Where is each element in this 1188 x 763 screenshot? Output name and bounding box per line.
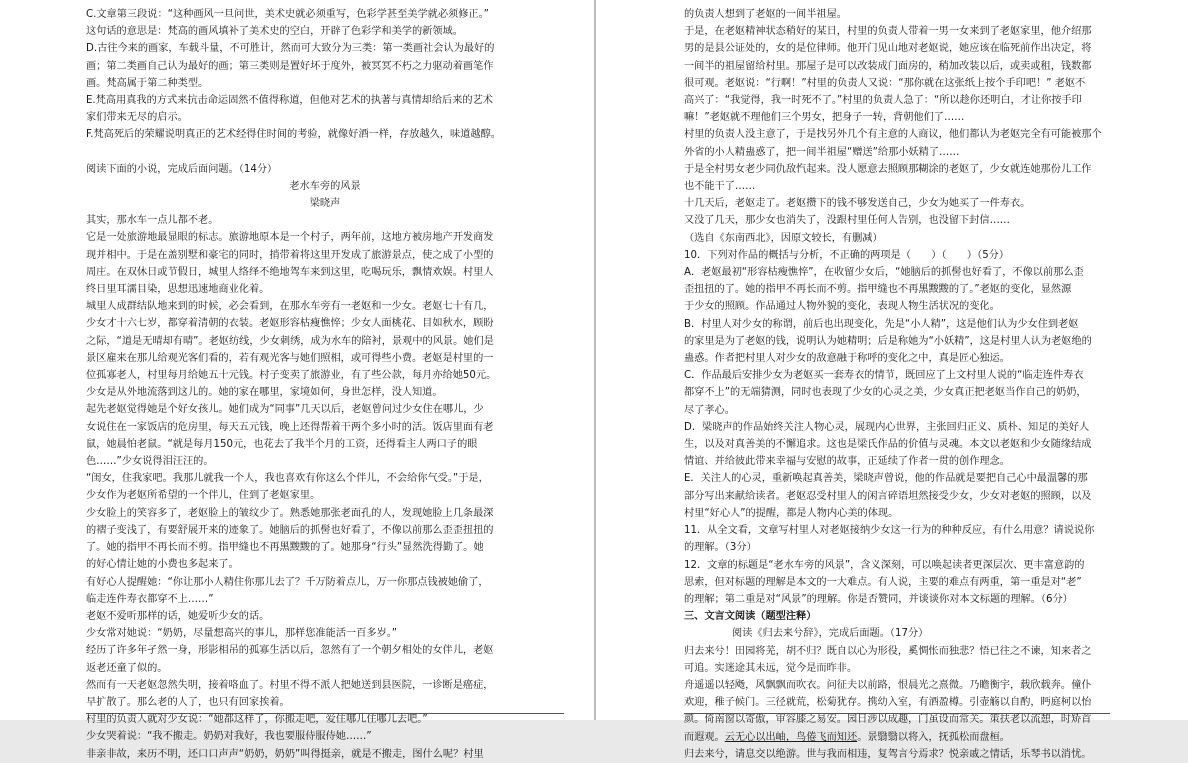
story-line: “闺女，住我家吧。我那儿就我一个人，我也喜欢有你这么个伴儿，不会给你气受。”于是， [86, 473, 489, 485]
answer-options-block [86, 6, 564, 144]
classical-underlined-line [684, 729, 1110, 746]
story-line: 少女哭着说：“我不搬走。奶奶对我好，我也要服侍服侍她……” [86, 731, 372, 743]
classical-last-line: 归去来兮，请息交以绝游。世与我而相违，复驾言兮焉求？悦亲戚之情话，乐琴书以消忧。 [684, 748, 1092, 760]
text-line: 画。梵高属于第二种类型。 [86, 77, 209, 89]
text-line: 画；第二类画自己认为最好的画；第三类则是置好坏于度外，被冥冥不朽之力驱动着画笔作 [86, 60, 494, 72]
story-line: 又没了几天，那少女也消失了，没跟村里任何人告别，也没留下封信…… [684, 215, 1010, 227]
left-page [0, 0, 594, 760]
question-line: 的理解；第二重是对“风景”的理解。你是否赞同，并谈谈你对本文标题的理解。（6分） [684, 593, 1073, 605]
story-line: 色……”少女说得泪汪汪的。 [86, 456, 214, 468]
story-line: 少女是从外地流落到这儿的。她的家在哪里，家境如何，身世怎样，没人知道。 [86, 387, 443, 399]
right-page [596, 0, 1188, 760]
underlined-sentence: 云无心以出岫，鸟倦飞而知还 [724, 731, 858, 743]
story-line: 女说住在一家饭店的危房里，每天五元钱，晚上还得帮着干两个多小时的活。饭店里面有老 [86, 421, 494, 433]
story-line: 于是全村男女老少同仇敌忾起来。没人愿意去照顾那糊涂的老妪了，少女就连她那份儿工作 [684, 163, 1092, 175]
classical-line: 颜。倚南窗以寄傲，审容膝之易安。园日涉以成趣，门虽设而常关。策扶老以流憩，时矫首 [684, 714, 1092, 726]
question-line: 12．文章的标题是“老水车旁的风景”，含义深刻，可以唤起读者更深层次、更丰富意韵的 [684, 559, 1085, 571]
story-line: 鼠，她晨怕老鼠。“就是每月150元，也花去了我半个月的工资，还得看主人两口子的眼 [86, 438, 478, 450]
story-line: 周庄。在双休日或节假日，城里人络绎不绝地驾车来到这里，吃喝玩乐，飘情欢娱。村里人 [86, 266, 494, 278]
story-line: 村里的负责人就对少女说：“她都这样了，你搬走吧，爱住哪儿住哪儿去吧。” [86, 714, 428, 726]
story-line: 有好心人提醒她：“你让那小人精住你那儿去了？千万防着点儿，万一你那点钱被她偷了， [86, 576, 489, 588]
story-line: 起先老妪觉得她是个好女孩儿。她们成为“同事”几天以后，老妪曾问过少女住在哪儿，少 [86, 404, 484, 416]
classical-line: 欢迎，稚子候门。三径就荒，松菊犹存。携幼入室，有酒盈樽。引壶觞以自酌，眄庭柯以怡 [684, 697, 1092, 709]
section-heading: 三、文言文阅读（题型注释） [684, 611, 817, 623]
spacer [86, 144, 564, 161]
story-line: 终日里耳濡目染，思想迅速地商业化着。 [86, 284, 270, 296]
classical-line: 可追。实迷途其未远，觉今是而昨非。 [684, 662, 858, 674]
text-line: F.梵高死后的荣耀说明真正的艺术经得住时间的考验，就像好酒一样，存放越久，味道越醇。 [86, 129, 501, 141]
questions-block [684, 247, 1110, 608]
story-line: 的褶子变浅了，有要舒展开来的迹象了。她脑后的抓髻也好看了，不像以前那么歪歪扭扭的 [86, 524, 494, 536]
question-line: 蛊惑。作者把村里人对少女的敌意融于称呼的变化之中，真是匠心独运。 [684, 353, 1010, 365]
story-line: 了。她的指甲不再长而不剪。指甲缝也不再黑黢黢的了。她那身“行头”显然洗得勤了。她 [86, 542, 484, 554]
classical-text-pre: 而遐观。 [684, 731, 725, 743]
story-line: 少女常对她说：“奶奶，尽量想高兴的事儿，那样您准能活一百多岁。” [86, 628, 398, 640]
story-line: 之际，“道是无晴却有晴”。老妪纺线，少女刺绣，成为水车的陪衬，景观中的风景。她们是 [86, 335, 494, 347]
question-line: 10．下列对作品的概括与分析，不正确的两项是（ ）（ ）（5分） [684, 249, 1010, 261]
question-line: 于少女的照顾。作品通过人物外貌的变化，表现人物生活状况的变化。 [684, 301, 1000, 313]
question-line: 部分写出来献给读者。老妪忍受村里人的闲言碎语坦然接受少女，少女对老妪的照顾，以及 [684, 490, 1092, 502]
story-author: 梁晓声 [309, 198, 341, 210]
text-line: 家们带来无尽的启示。 [86, 112, 188, 124]
story-line: 老妪不爱听那样的话，她爱听少女的话。 [86, 610, 270, 622]
story-line: 外省的小人精蛊惑了，把一间半祖屋“赠送”给那小妖精了…… [684, 146, 960, 158]
story-line: 少女才十六七岁，都穿着清朝的衣装。老妪形容枯瘦憔悴；少女人面桃花、目如秋水，顾盼 [86, 318, 494, 330]
story-line: 男的是县公证处的，女的是位律师。他开门见山地对老妪说，她应该在临死前作出决定，将 [684, 43, 1092, 55]
footer-rule [684, 713, 1110, 714]
classical-intro: 阅读《归去来兮辞》，完成后面题。（17分） [732, 628, 929, 640]
classical-line: 舟遥遥以轻飏，风飘飘而吹衣。问征夫以前路，恨晨光之熹微。乃瞻衡宇，载欣载奔。僮仆 [684, 679, 1092, 691]
story-line: 然而有一天老妪忽然失明，接着咯血了。村里不得不派人把她送到县医院，一诊断是癌症， [86, 679, 494, 691]
story-line: 非亲非故，来历不明，还口口声声“奶奶，奶奶”叫得挺亲，就是不搬走，图什么呢？村里 [86, 748, 484, 760]
story-continued [684, 6, 1110, 230]
question-line: E．关注人的心灵，重新唤起真善美，梁晓声曾说，他的作品就是要把自己心中最温馨的那 [684, 473, 1088, 485]
story-line: 的好心情让她的小费也多起来了。 [86, 559, 239, 571]
footer-rule [86, 713, 564, 714]
question-line: D．梁晓声的作品始终关注人物心灵，展现内心世界，主张回归正义、质朴、知足的美好人 [684, 421, 1090, 433]
question-line: 尽了孝心。 [684, 404, 735, 416]
text-line: 这句话的意思是：梵高的画风填补了美术史的空白，开辟了色彩学和美学的新领域。 [86, 26, 463, 38]
question-line: B．村里人对少女的称谓，前后也出现变化，先是“小人精”，这是他们认为少女住到老妪 [684, 318, 1079, 330]
question-line: 的理解。（3分） [684, 542, 757, 554]
source-note: （选自《东南西北》，因原文较长，有删减） [684, 232, 883, 244]
question-line: C．作品最后安排少女为老妪买一套寿衣的情节，既回应了上文村里人说的“临走连件寿衣 [684, 370, 1084, 382]
section-intro: 阅读下面的小说，完成后面问题。（14分） [86, 163, 278, 175]
classical-text-post: 。景翳翳以将入，抚孤松而盘桓。 [857, 731, 1010, 743]
question-line: 的家里是为了老妪的钱，说明认为她精明；后是称她为“小妖精”，这是村里人认为老妪绝的 [684, 335, 1092, 347]
story-line: 的负责人想到了老妪的一间半祖屋。 [684, 9, 847, 20]
story-line: 早扩散了。那么老的人了，也只有回家挨着。 [86, 696, 290, 708]
story-line: 也不能干了…… [684, 181, 756, 193]
story-line: 十几天后，老妪走了。老妪攒下的钱不够发送自己，少女为她买了一件寿衣。 [684, 198, 1031, 210]
question-line: 生，以及对真善美的不懈追求。这也是梁氏作品的价值与灵魂。本文以老妪和少女随缘结成 [684, 439, 1092, 451]
question-line: 都穿不上”的无端猜测，同时也表现了少女的心灵之美，少女真正把老妪当作自己的奶奶， [684, 387, 1087, 399]
story-line: 位孤寡老人，村里每月给她五十元钱。村子变卖了旅游业，有了些公款，每月亦给她50元。 [86, 370, 497, 382]
question-line: 情谊、并给彼此带来幸福与安慰的故事，正延续了作者一贯的创作理念。 [684, 456, 1010, 468]
story-line: 嘛！”老妪就不理他们三个男女，把身子一转，背朝他们了…… [684, 112, 965, 124]
question-line: 思索，但对标题的理解是本文的一大难点。有人说，主要的难点有两重，第一重是对“老” [684, 576, 1082, 588]
text-line: C.文章第三段说：“这种画风一旦问世，美术史就必须重写，色彩学甚至美学就必须修正。” [86, 9, 489, 20]
story-line: 很可观。老妪说：“行啊！”村里的负责人又说：“那你就在这张纸上按个手印吧！” 老妪不 [684, 77, 1086, 89]
story-body [86, 212, 564, 763]
story-line: 经历了许多年孑然一身，形影相吊的孤寡生活以后，忽然有了一个朝夕相处的女伴儿，老妪 [86, 645, 494, 657]
story-line: 少女脸上的笑容多了，老妪脸上的皱纹少了。熟悉她那张老面孔的人，发现她脸上几条最深 [86, 507, 494, 519]
story-line: 少女作为老妪所希望的一个伴儿，住到了老妪家里。 [86, 490, 321, 502]
text-line: D.古往今来的画家，车载斗量，不可胜计，然而可大致分为三类：第一类画社会认为最好的 [86, 43, 495, 55]
story-line: 景区雇来在那儿给观光客们看的，若有观光客与她们照相，或可得些小费。老妪是村里的一 [86, 352, 494, 364]
story-line: 城里人成群结队地来到的时候，必会看到，在那水车旁有一老妪和一少女。老妪七十有几， [86, 301, 494, 313]
story-line: 其实，那水车一点儿都不老。 [86, 215, 219, 227]
story-line: 返老还童了似的。 [86, 662, 168, 674]
question-line: 歪扭扭的了。她的指甲不再长而不剪。指甲缝也不再黑黢黢的了。”老妪的变化，显然源 [684, 284, 1072, 296]
story-line: 它是一处旅游地最显眼的标志。旅游地原本是一个村子，两年前，这地方被房地产开发商发 [86, 232, 494, 244]
question-line: A．老妪最初“形容枯瘦憔悴”，在收留少女后，“她脑后的抓髻也好看了，不像以前那么歪 [684, 267, 1084, 279]
story-title: 老水车旁的风景 [289, 180, 361, 192]
story-line: 于是，在老妪精神状态稍好的某日，村里的负责人带着一男一女来到了老妪家里，他介绍那 [684, 26, 1092, 38]
question-line: 11．从全文看，文章写村里人对老妪接纳少女这一行为的种种反应，有什么用意？请说说你 [684, 525, 1095, 537]
text-line: E.梵高用真我的方式来抗击命运固然不值得称道，但他对艺术的执著与真情却给后来的艺术 [86, 95, 493, 107]
question-line: 村里“好心人”的提醒，都是人物内心美的体现。 [684, 507, 899, 519]
story-line: 现并相中。于是在盖别墅和豪宅的同时，捎带着将这里开发成了旅游景点，使之成了小型的 [86, 249, 494, 261]
story-line: 一间半的祖屋留给村里。那屋子是可以改装成门面房的，稍加改装以后，或卖或租，钱数都 [684, 60, 1092, 72]
story-line: 临走连件寿衣都穿不上……” [86, 593, 214, 605]
story-line: 高兴了：“我觉得，我一时死不了。”村里的负责人急了：“所以趁你还明白，才让你按手印 [684, 95, 1082, 107]
story-line: 村里的负责人没主意了，于是找另外几个有主意的人商议，他们都认为老妪完全有可能被那个 [684, 129, 1102, 141]
classical-line: 归去来兮！田园将芜，胡不归？既自以心为形役，奚惆怅而独悲？悟已往之不谏，知来者之 [684, 645, 1092, 657]
classical-text [684, 643, 1110, 729]
